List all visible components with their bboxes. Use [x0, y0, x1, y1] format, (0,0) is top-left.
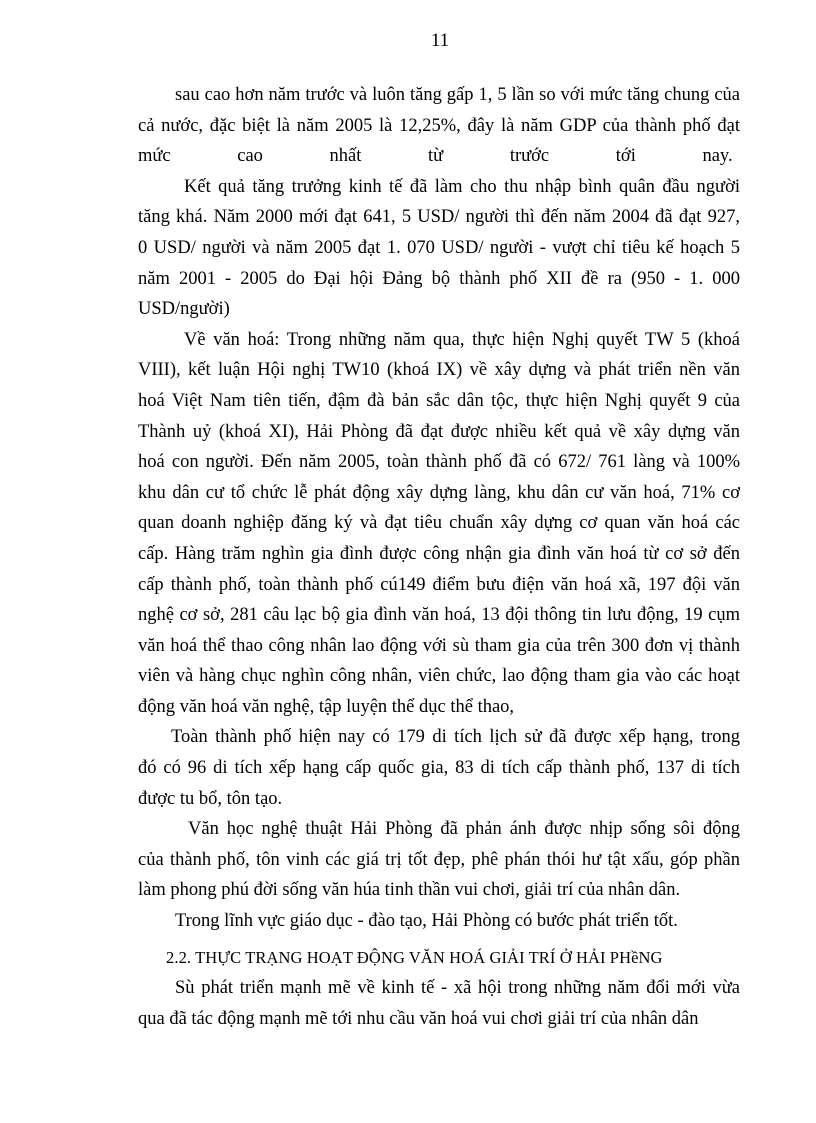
- text-line: nghệ cơ sở, 281 câu lạc bộ gia đình văn hoá, 13 đội thông tin lưu động, 19 cụm: [138, 605, 740, 626]
- text-line: văn hoá thể thao công nhân lao động với sù tham gia của trên 300 đơn vị thành: [138, 635, 740, 656]
- text-line: Văn học nghệ thuật Hải Phòng đã phản ánh được nhịp sống sôi động: [188, 819, 740, 840]
- text-line: Kết quả tăng trưởng kinh tế đã làm cho thu nhập bình quân đầu người: [184, 176, 740, 197]
- text-line: cấp. Hàng trăm nghìn gia đình được công nhận gia đình văn hoá từ cơ sở đến: [138, 543, 740, 564]
- text-line: Về văn hoá: Trong những năm qua, thực hiện Nghị quyết TW 5 (khoá: [184, 329, 740, 350]
- text-line: VIII), kết luận Hội nghị TW10 (khoá IX) về xây dựng và phát triển nền văn: [138, 360, 740, 381]
- text-line: hoá Việt Nam tiên tiến, đậm đà bản sắc dân tộc, thực hiện Nghị quyết 9 của: [138, 390, 740, 411]
- text-line: làm phong phú đời sống văn húa tinh thần vui chơi, giải trí của nhân dân.: [138, 880, 681, 901]
- text-line: động văn hoá văn nghệ, tập luyện thể dục thể thao,: [138, 696, 515, 717]
- text-line: được tu bổ, tôn tạo.: [138, 788, 283, 809]
- text-line: 0 USD/ người và năm 2005 đạt 1. 070 USD/ người - vượt chỉ tiêu kế hoạch 5: [138, 237, 740, 258]
- text-line: khu dân cư tổ chức lễ phát động xây dựng làng, khu dân cư văn hoá, 71% cơ: [138, 482, 740, 503]
- page-body: [138, 80, 740, 1034]
- text-line: cả nước, đặc biệt là năm 2005 là 12,25%, đây là năm GDP của thành phố đạt: [138, 115, 740, 136]
- text-line: USD/người): [138, 299, 230, 320]
- text-line: mức cao nhất từ trước tới nay.: [138, 146, 733, 167]
- text-line: Thành uỷ (khoá XI), Hải Phòng đã đạt được nhiều kết quả về xây dựng văn: [138, 421, 740, 442]
- text-line: hoá con người. Đến năm 2005, toàn thành phố đã có 672/ 761 làng và 100%: [138, 452, 740, 473]
- text-line: cấp thành phố, toàn thành phố cú149 điểm bưu điện văn hoá xã, 197 đội văn: [138, 574, 740, 595]
- text-line: viên và hàng chục nghìn công nhân, viên chức, lao động tham gia vào các hoạt: [138, 666, 740, 687]
- text-line: năm 2001 - 2005 do Đại hội Đảng bộ thành phố XII đề ra (950 - 1. 000: [138, 268, 740, 289]
- page-number: 11: [430, 30, 450, 51]
- text-line: tăng khá. Năm 2000 mới đạt 641, 5 USD/ người thì đến năm 2004 đã đạt 927,: [138, 207, 740, 228]
- text-line: quan doanh nghiệp đăng ký và đạt tiêu chuẩn xây dựng cơ quan văn hoá các: [138, 513, 740, 534]
- text-line: của thành phố, tôn vinh các giá trị tốt đẹp, phê phán thói hư tật xấu, góp phần: [138, 849, 740, 870]
- text-line: đó có 96 di tích xếp hạng cấp quốc gia, 83 di tích cấp thành phố, 137 di tích: [138, 758, 740, 779]
- section-heading: 2.2. THỰC TRẠNG HOẠT ĐỘNG VĂN HOÁ GIẢI TRÍ Ở HẢI PHềNG: [166, 947, 663, 967]
- text-line: Trong lĩnh vực giáo dục - đào tạo, Hải Phòng có bước phát triển tốt.: [175, 911, 678, 932]
- text-line: Sù phát triển mạnh mẽ về kinh tế - xã hội trong những năm đổi mới vừa: [175, 978, 740, 999]
- text-line: Toàn thành phố hiện nay có 179 di tích lịch sử đã được xếp hạng, trong: [171, 727, 740, 748]
- text-line: qua đã tác động mạnh mẽ tới nhu cầu văn hoá vui chơi giải trí của nhân dân: [138, 1008, 699, 1029]
- text-line: sau cao hơn năm trước và luôn tăng gấp 1, 5 lần so với mức tăng chung của: [175, 85, 740, 105]
